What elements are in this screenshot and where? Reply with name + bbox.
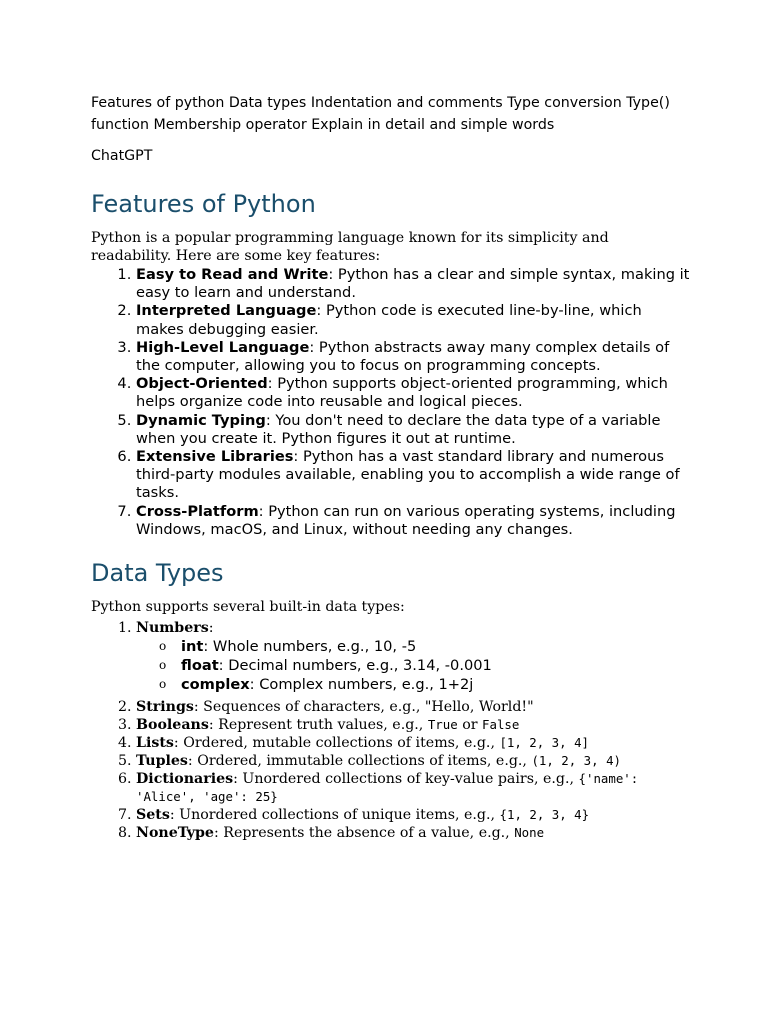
- feature-desc: : Python has a clear and simple syntax, making it easy to learn and understand.: [136, 266, 690, 302]
- features-intro: Python is a popular programming language known for its simplicity and readability. Here are some key features:: [91, 230, 609, 264]
- sublist-item: [159, 656, 691, 675]
- list-item-numbers: [136, 619, 691, 694]
- list-item: [136, 448, 691, 503]
- feature-term: Cross-Platform: [136, 502, 259, 520]
- code-example: (1, 2, 3, 4): [531, 753, 621, 769]
- list-item-booleans: [136, 716, 691, 734]
- type-desc: : Ordered, immutable collections of items, e.g.,: [187, 753, 532, 770]
- type-term: Booleans: [136, 717, 209, 734]
- code-example: {1, 2, 3, 4}: [499, 807, 590, 823]
- feature-term: Object-Oriented: [136, 375, 268, 393]
- list-item-dictionaries: [136, 770, 691, 806]
- sublist-item: [159, 675, 691, 694]
- type-term: NoneType: [136, 825, 214, 842]
- code-example: {'name': 'Alice', 'age': 25}: [136, 771, 639, 805]
- data-types-intro: Python supports several built-in data types:: [91, 599, 405, 616]
- list-item: [136, 302, 691, 338]
- type-term: Numbers: [136, 620, 209, 637]
- feature-desc: : Python has a vast standard library and numerous third-party modules available, enabling you to accomplish a wide range of tasks.: [136, 448, 680, 502]
- subtype-term: complex: [181, 676, 250, 694]
- feature-desc: : Python can run on various operating systems, including Windows, macOS, and Linux, without needing any changes.: [136, 502, 676, 538]
- data-types-list: [91, 619, 691, 842]
- list-item-strings: [136, 698, 691, 716]
- list-item: [136, 375, 691, 411]
- document-page: [91, 92, 691, 842]
- subtype-term: int: [181, 638, 204, 656]
- subtype-desc: : Decimal numbers, e.g., 3.14, -0.001: [218, 657, 492, 675]
- code-example: None: [514, 825, 545, 841]
- type-desc: : Sequences of characters, e.g., "Hello, World!": [193, 699, 534, 716]
- type-desc-mid: or: [457, 717, 483, 734]
- feature-term: High-Level Language: [136, 338, 310, 356]
- code-example: True: [427, 717, 458, 733]
- bullet-icon: o: [159, 639, 167, 654]
- code-example: [1, 2, 3, 4]: [499, 735, 589, 751]
- subtype-term: float: [181, 657, 219, 675]
- numbers-sublist: [136, 637, 691, 694]
- feature-term: Easy to Read and Write: [136, 266, 329, 283]
- feature-desc: : You don't need to declare the data type of a variable when you create it. Python figures it out at runtime.: [136, 411, 661, 447]
- feature-term: Dynamic Typing: [136, 411, 266, 429]
- type-desc: : Represents the absence of a value, e.g.,: [213, 825, 515, 842]
- list-item-sets: [136, 806, 691, 824]
- list-item: [136, 412, 691, 448]
- feature-desc: : Python code is executed line-by-line, which makes debugging easier.: [136, 302, 642, 338]
- bullet-icon: o: [159, 677, 167, 692]
- subtype-desc: : Whole numbers, e.g., 10, -5: [203, 638, 417, 656]
- type-desc: : Unordered collections of unique items, e.g.,: [169, 807, 500, 824]
- features-heading: Features of Python: [91, 190, 316, 218]
- bullet-icon: o: [159, 658, 167, 673]
- list-item-tuples: [136, 752, 691, 770]
- sublist-item: [159, 637, 691, 656]
- type-desc: : Unordered collections of key-value pairs, e.g.,: [233, 771, 579, 788]
- type-suffix: :: [208, 620, 214, 637]
- subtype-desc: : Complex numbers, e.g., 1+2j: [249, 676, 474, 694]
- user-prompt: Features of python Data types Indentation and comments Type conversion Type() function Membership operator Explain in detail and simple words: [91, 95, 670, 133]
- type-term: Lists: [136, 735, 174, 752]
- type-term: Dictionaries: [136, 771, 234, 788]
- features-list: [91, 266, 691, 539]
- type-desc: : Ordered, mutable collections of items, e.g.,: [173, 735, 500, 752]
- data-types-heading: Data Types: [91, 559, 224, 588]
- list-item: [136, 266, 691, 302]
- list-item: [136, 503, 691, 539]
- feature-desc: : Python supports object-oriented programming, which helps organize code into reusable and logical pieces.: [136, 375, 668, 411]
- type-term: Strings: [136, 699, 194, 716]
- list-item-lists: [136, 734, 691, 752]
- type-term: Sets: [136, 807, 170, 824]
- type-term: Tuples: [136, 753, 188, 770]
- type-desc: : Represent truth values, e.g.,: [208, 717, 428, 734]
- list-item: [136, 339, 691, 375]
- feature-desc: : Python abstracts away many complex details of the computer, allowing you to focus on programming concepts.: [136, 338, 670, 375]
- speaker-label: ChatGPT: [91, 148, 153, 164]
- feature-term: Interpreted Language: [136, 302, 317, 320]
- feature-term: Extensive Libraries: [136, 448, 294, 466]
- list-item-nonetype: [136, 824, 691, 842]
- code-example: False: [482, 717, 520, 733]
